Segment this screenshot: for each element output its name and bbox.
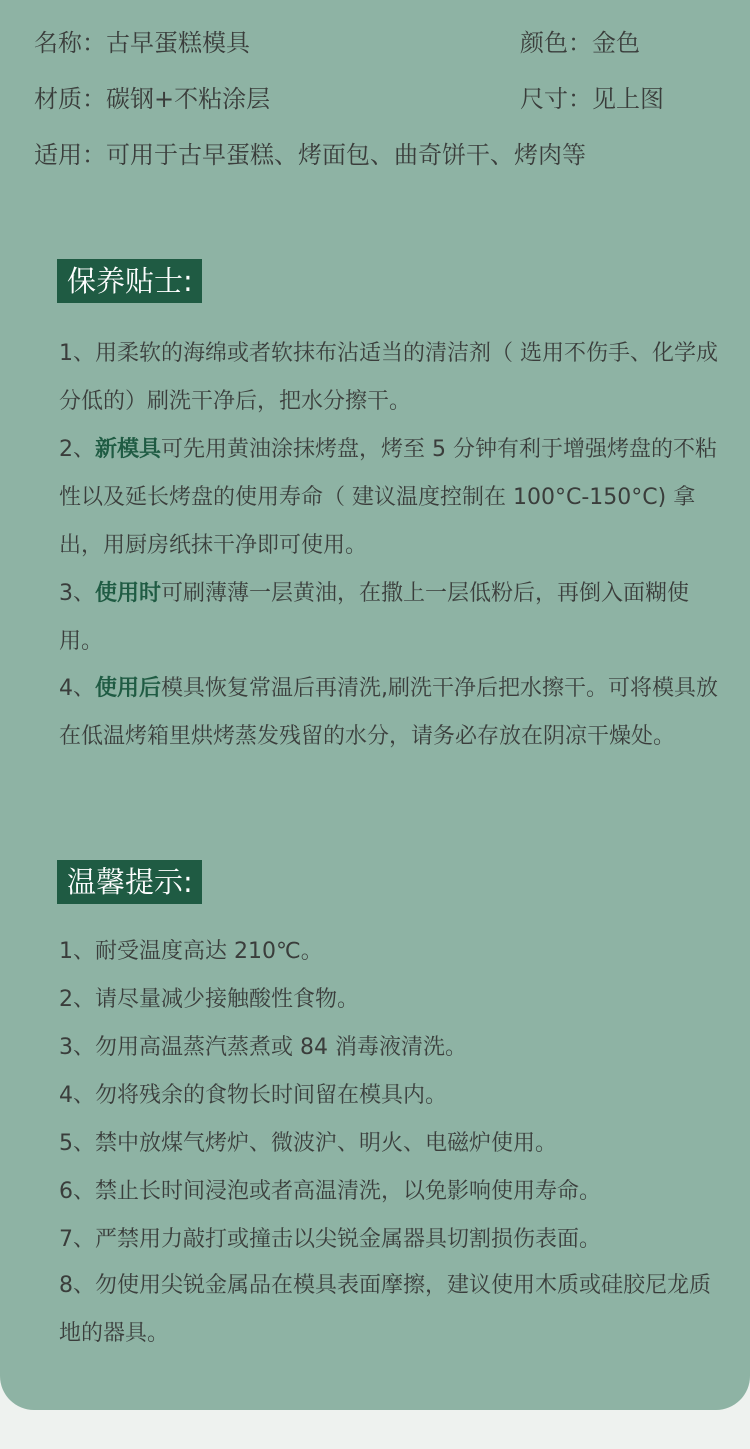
spec-material: 材质：碳钢+不粘涂层 (34, 85, 271, 113)
care-tips-title: 保养贴士: (57, 259, 202, 303)
care-item-4-keyword: 使用后 (95, 676, 162, 701)
care-item-3-text: 可刷薄薄一层黄油，在撒上一层低粉后，再倒入面糊使用。 (59, 581, 690, 654)
tip-item-3: 3、勿用高温蒸汽蒸煮或 84 消毒液清洗。 (59, 1035, 467, 1060)
care-item-3-number: 3、 (59, 581, 95, 606)
care-item-2-keyword: 新模具 (95, 437, 162, 462)
tip-item-1: 1、耐受温度高达 210℃。 (59, 939, 323, 964)
care-item-2-text: 可先用黄油涂抹烤盘，烤至 5 分钟有利于增强烤盘的不粘性以及延长烤盘的使用寿命（ 建议温度控制在 100°C-150°C) 拿出，用厨房纸抹干净即可使用。 (59, 437, 718, 558)
care-item-2 (59, 426, 719, 570)
spec-name: 名称：古早蛋糕模具 (34, 29, 250, 57)
tip-item-2: 2、请尽量减少接触酸性食物。 (59, 987, 359, 1012)
care-item-3-keyword: 使用时 (95, 581, 162, 606)
tip-item-4: 4、勿将残余的食物长时间留在模具内。 (59, 1083, 447, 1108)
care-item-4-number: 4、 (59, 676, 95, 701)
warm-tips-title: 温馨提示: (57, 860, 202, 904)
care-item-1: 1、用柔软的海绵或者软抹布沾适当的清洁剂（ 选用不伤手、化学成分低的）刷洗干净后，把水分擦干。 (59, 341, 718, 414)
care-item-4-text: 模具恢复常温后再清洗,刷洗干净后把水擦干。可将模具放在低温烤箱里烘烤蒸发残留的水分，请务必存放在阴凉干燥处。 (59, 676, 719, 749)
care-item-3 (59, 570, 719, 666)
care-item-2-number: 2、 (59, 437, 95, 462)
tip-item-5: 5、禁中放煤气烤炉、微波沪、明火、电磁炉使用。 (59, 1131, 557, 1156)
spec-color: 颜色：金色 (520, 29, 640, 57)
tip-item-7: 7、严禁用力敲打或撞击以尖锐金属器具切割损伤表面。 (59, 1227, 601, 1252)
tip-item-6: 6、禁止长时间浸泡或者高温清洗，以免影响使用寿命。 (59, 1179, 601, 1204)
spec-usage: 适用：可用于古早蛋糕、烤面包、曲奇饼干、烤肉等 (34, 141, 586, 169)
tip-item-8: 8、勿使用尖锐金属品在模具表面摩擦，建议使用木质或硅胶尼龙质地的器具。 (59, 1273, 711, 1346)
spec-size: 尺寸：见上图 (520, 85, 664, 113)
care-item-4 (59, 665, 719, 761)
